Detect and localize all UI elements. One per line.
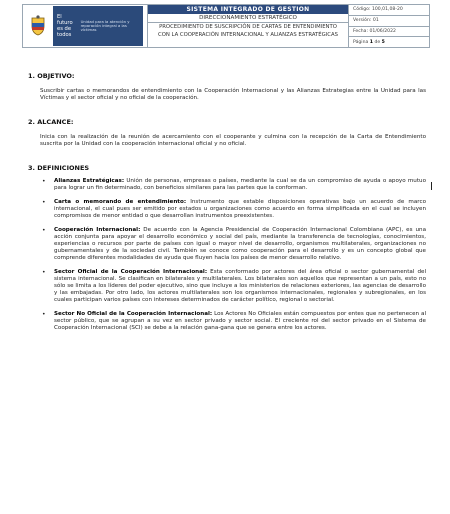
page-prefix: Página (353, 39, 369, 45)
definitions-list (42, 178, 426, 332)
date-field: Fecha: 01/06/2022 (349, 27, 429, 38)
logo-title: El futuro es de todos (57, 14, 73, 38)
bullet-icon: • (42, 269, 46, 276)
definition-item (42, 227, 426, 262)
section-objetivo-text: Suscribir cartas o memorandos de entendimiento con la Cooperación Internacional y las Alianzas Estrategias entre la Unidad para las Víctimas y el sector oficial y no oficial de la cooperación. (40, 88, 426, 101)
definition-term: Alianzas Estratégicas: (54, 178, 125, 184)
definition-term: Cooperación Internacional: (54, 227, 141, 233)
definition-item (42, 178, 426, 192)
definition-text: Unión de personas, empresas o países, mediante la cual se da un compromiso de ayuda o apoyo mutuo para lograr un fin determinado, con beneficios similares para las partes que la conforman. (54, 178, 426, 191)
code-field: Código: 100,01,08-20 (349, 5, 429, 16)
header-meta (349, 5, 429, 47)
logo (53, 6, 143, 46)
directorate-title: DIRECCIONAMIENTO ESTRATÉGICO (148, 14, 348, 23)
page-mid: de (374, 39, 381, 45)
header-title-area (148, 5, 349, 47)
document-header (22, 4, 430, 48)
page-current: 1 (369, 39, 373, 45)
document-body (28, 72, 426, 339)
definition-item (42, 311, 426, 332)
version-field: Versión: 01 (349, 16, 429, 27)
definition-item (42, 199, 426, 220)
section-alcance-text: Inicia con la realización de la reunión de acercamiento con el cooperante y culmina con la recepción de la Carta de Entendimiento suscrita por la Unidad con la cooperación internacional oficial y no oficial. (40, 134, 426, 147)
definition-item (42, 269, 426, 304)
section-alcance-title: 2. ALCANCE: (28, 118, 74, 126)
bullet-icon: • (42, 311, 46, 318)
definition-term: Carta o memorando de entendimiento: (54, 199, 187, 205)
definition-text: Los Actores No Oficiales están compuestos por entes que no pertenecen al sector público, que se agrupan a su vez en sector privado y sector social. El creciente rol del sector privado en el Sistema de Cooperación Internacional (SCI) se debe a la relación gana-gana que se genera entre los actores. (54, 311, 427, 331)
page-number-field (349, 37, 429, 47)
bullet-icon: • (42, 178, 46, 185)
bullet-icon: • (42, 199, 46, 206)
definition-text: Instrumento que estable disposiciones operativas bajo un acuerdo de marco internacional, el cual pues ser emitido por estados u organizaciones como acuerdo en forma simplificada en el cual se incluyen compromisos de menor entidad o que desarrollan instrumentos preexistentes. (54, 199, 426, 219)
logo-area (23, 5, 148, 47)
text-cursor (431, 182, 432, 190)
definition-term: Sector Oficial de la Cooperación Internacional: (54, 269, 208, 275)
definition-text: Esta conformado por actores del área oficial o sector gubernamental del sistema internacional. Se clasifican en bilaterales y multilaterales. Los bilaterales son aquellos que representan a un país, esto no sólo se limita a los líderes del poder ejecutivo, sino que incluye a los ministerios de relaciones exteriores, las agencias de desarrollo y las embajadas. Por otro lado, los actores multilaterales son los organismos internacionales, regionales y subregionales, en los cuales participan varios países con intereses determinados de carácter político, regional o sectorial. (54, 269, 426, 303)
coat-of-arms-icon (23, 15, 53, 37)
section-objetivo-title: 1. OBJETIVO: (28, 72, 75, 80)
page-total: 5 (381, 39, 385, 45)
logo-subtitle: Unidad para la atención y reparación integral a las víctimas (80, 18, 130, 33)
system-title: SISTEMA INTEGRADO DE GESTION (148, 5, 348, 14)
definition-text: De acuerdo con la Agencia Presidencial de Cooperación Internacional Colombiana (APC), es una acción conjunta para apoyar el desarrollo económico y social del país, mediante la transferencia de tecnologías, conocimientos, experiencias o recursos por parte de países con igual o mayor nivel de desarrollo, organismos multilaterales, organizaciones no gubernamentales y de la sociedad civil. También se conoce como cooperación para el desarrollo y es un concepto global que comprende diferentes modalidades de ayuda que fluyen hacia los países de menor desarrollo relativo. (54, 227, 426, 261)
bullet-icon: • (42, 227, 46, 234)
procedure-title: PROCEDIMIENTO DE SUSCRIPCIÓN DE CARTAS DE ENTENDIMIENTO CON LA COOPERACIÓN INTERNACIONAL Y ALIANZAS ESTRATÉGICAS (158, 24, 338, 38)
definition-term: Sector No Oficial de la Cooperación Internacional: (54, 311, 213, 317)
section-definiciones-title: 3. DEFINICIONES (28, 164, 90, 172)
